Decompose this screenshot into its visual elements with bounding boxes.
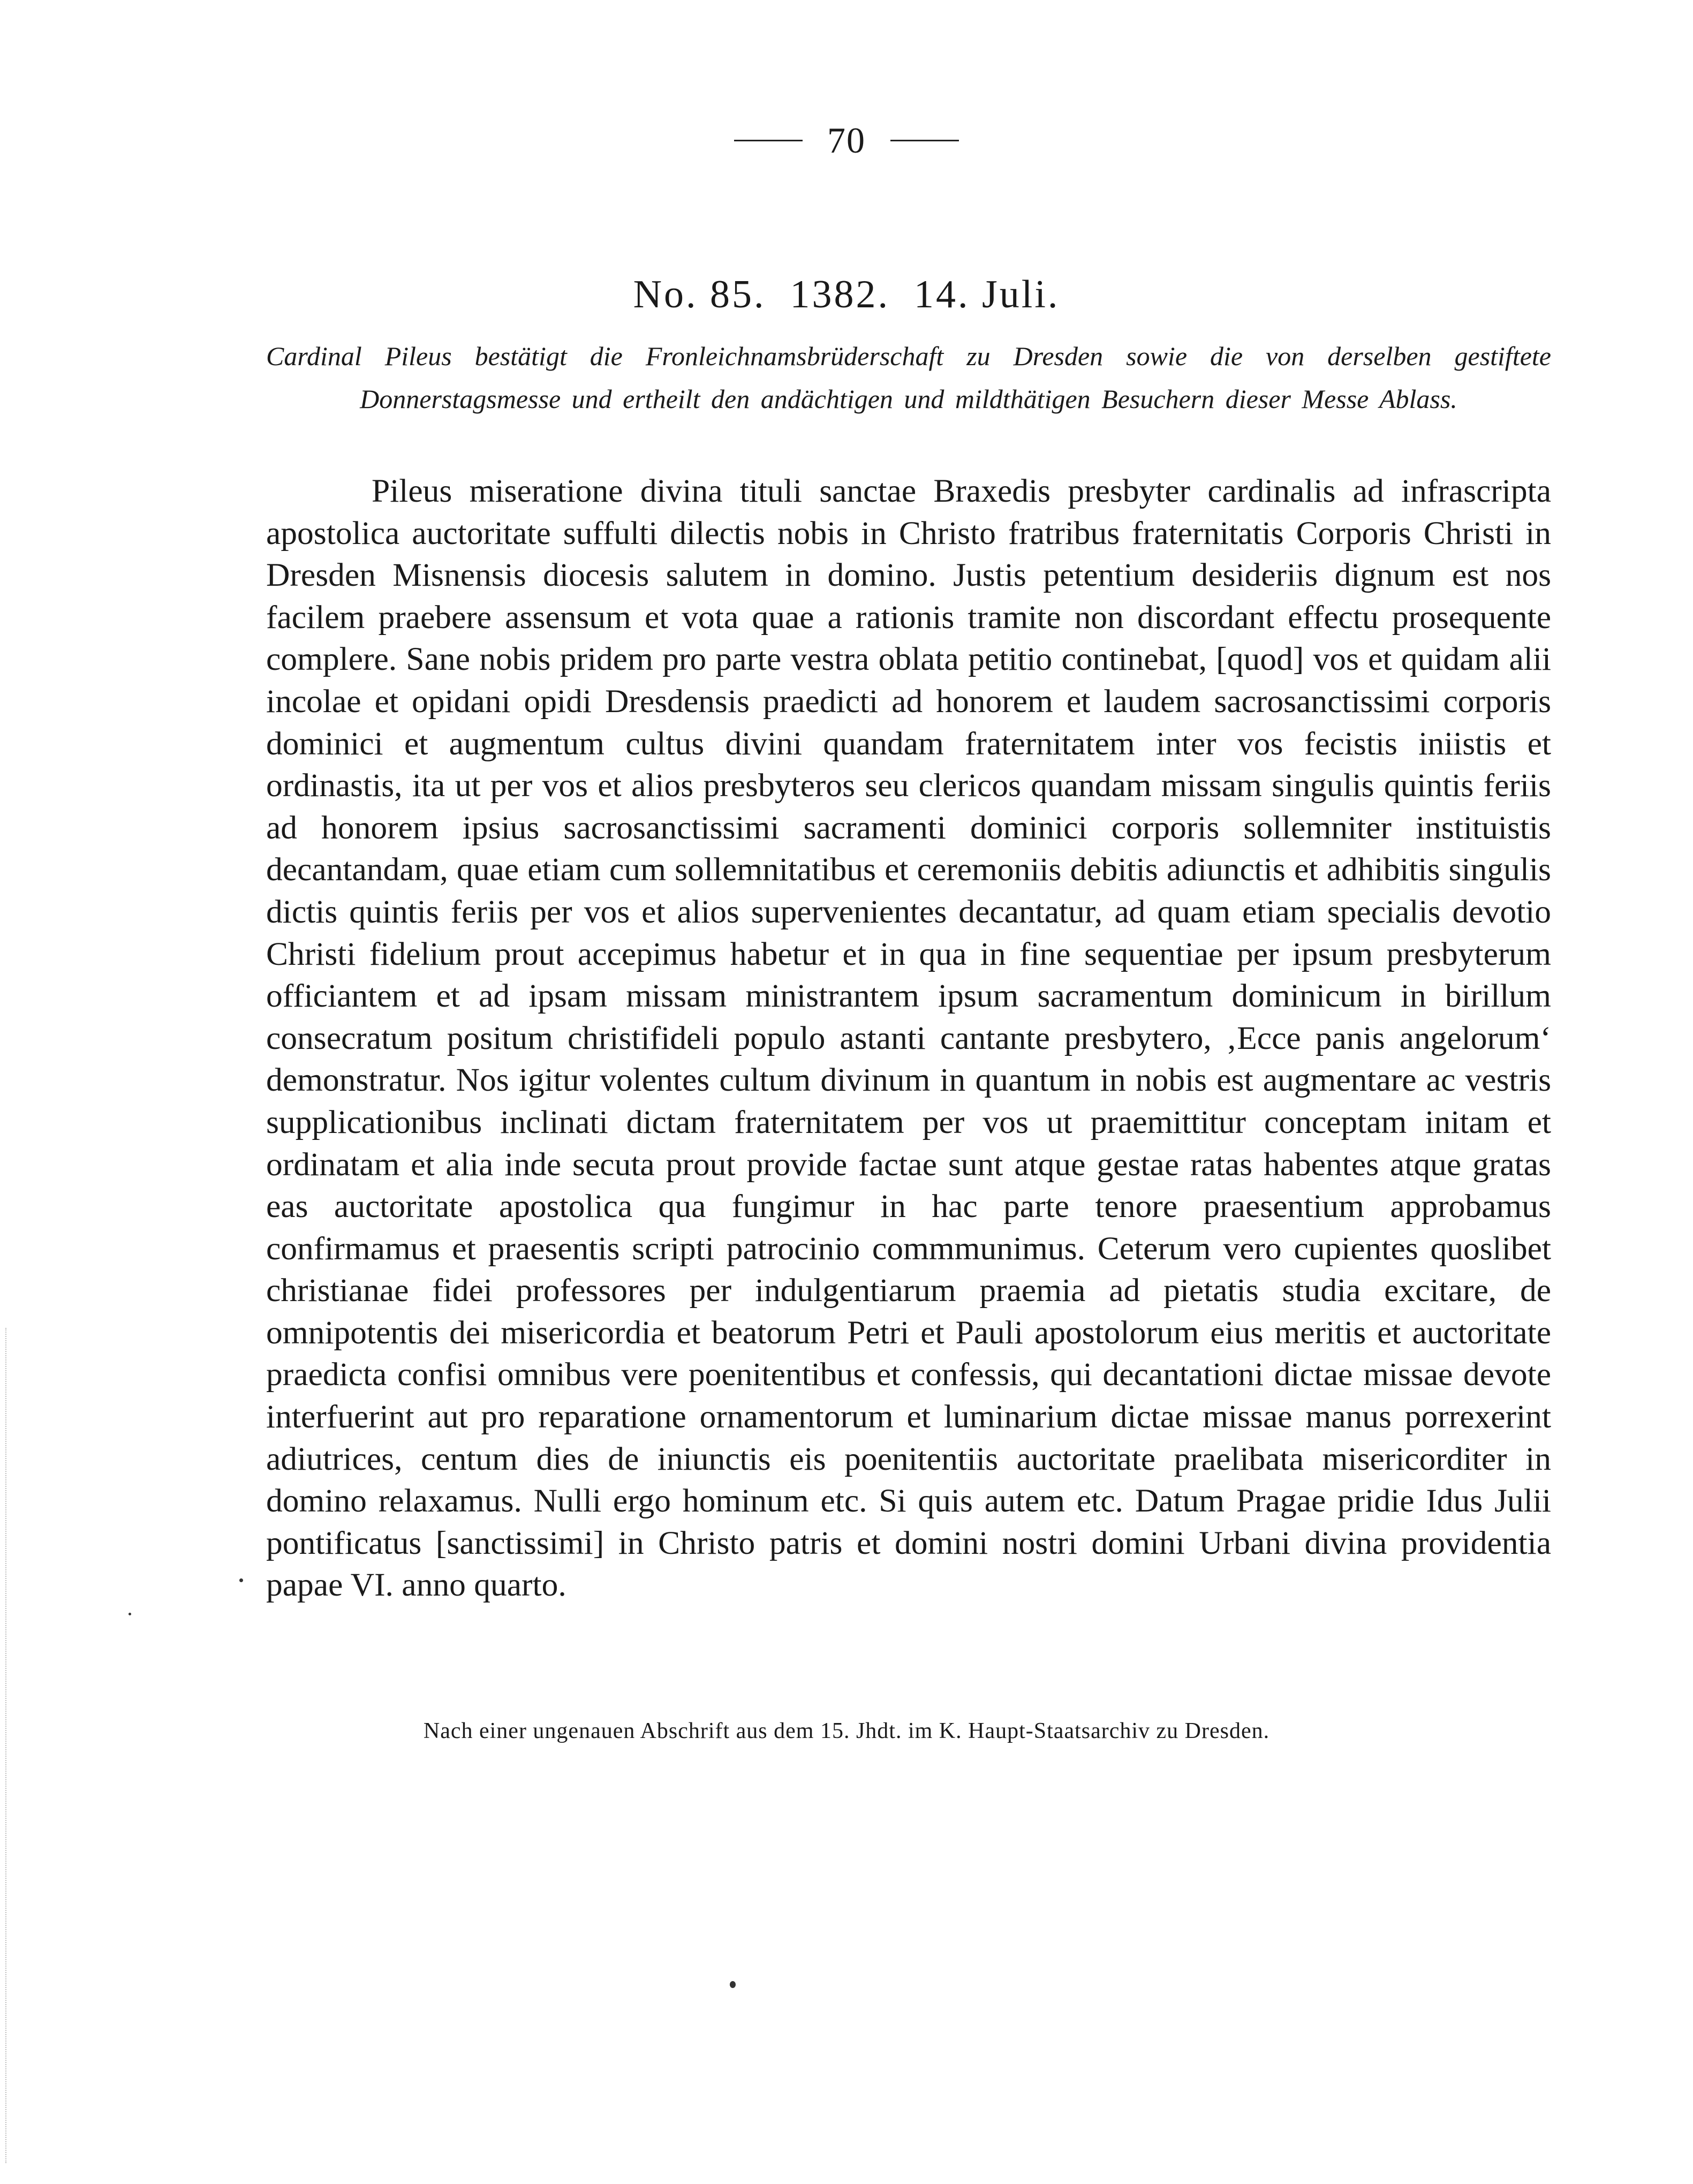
source-note: Nach einer ungenauen Abschrift aus dem 15. Jhdt. im K. Haupt-Staatsarchiv zu Dresden. <box>423 1719 1270 1743</box>
ink-speck <box>730 1981 736 1988</box>
page-header <box>0 119 1693 162</box>
header-rule-right <box>890 140 959 141</box>
page-number: 70 <box>827 120 866 161</box>
header-rule-left <box>734 140 803 141</box>
ink-speck <box>129 1613 131 1615</box>
regest-summary: Cardinal Pileus bestätigt die Fronleichnamsbrüderschaft zu Dresden sowie die von derselben gestiftete Donnerstagsmesse und ertheilt den andächtigen und mildthätigen Besuchern dieser Messe Ablass. <box>266 341 1551 414</box>
charter-text: Pileus miseratione divina tituli sanctae Braxedis presbyter cardinalis ad infrascripta apostolica auctoritate suffulti dilectis nobis in Christo fratribus fraternitatis Corporis Christi in Dresden Misnensis diocesis salutem in domino. Justis petentium desideriis dignum est nos facilem praebere assensum et vota quae a rationis tramite non discordant effectu prosequente complere. Sane nobis pridem pro parte vestra oblata petitio continebat, [quod] vos et quidam alii incolae et opidani opidi Dresdensis praedicti ad honorem et laudem sacrosanctissimi corporis dominici et augmentum cultus divini quandam fraternitatem inter vos fecistis iniistis et ordinastis, ita ut per vos et alios presbyteros seu clericos quandam missam singulis quintis feriis ad honorem ipsius sacrosanctissimi sacramenti dominici corporis sollemniter instituistis decantandam, quae etiam cum sollemnitatibus et ceremoniis debitis adiunctis et adhibitis singulis dictis quintis feriis per vos et alios supervenientes decantatur, ad quam etiam specialis devotio Christi fidelium prout accepimus habetur et in qua in fine sequentiae per ipsum presbyterum officiantem et ad ipsam missam ministrantem ipsum sacramentum dominicum in birillum consecratum positum christifideli populo astanti cantante presbytero, ‚Ecce panis angelorum‘ demonstratur. Nos igitur volentes cultum divinum in quantum in nobis est augmentare ac vestris supplicationibus inclinati dictam fraternitatem per vos ut praemittitur conceptam initam et ordinatam et alia inde secuta prout provide factae sunt atque gestae ratas habentes atque gratas eas auctoritate apostolica qua fungimur in hac parte tenore praesentium approbamus confirmamus et praesentis scripti patrocinio commmunimus. Ceterum vero cupientes quoslibet christianae fidei professores per indulgentiarum praemia ad pietatis studia excitare, de omnipotentis dei misericordia et beatorum Petri et Pauli apostolorum eius meritis et auctoritate praedicta confisi omnibus vere poenitentibus et confessis, qui decantationi dictae missae devote interfuerint aut pro reparatione ornamentorum et luminarium dictae missae manus porrexerint adiutrices, centum dies de iniunctis eis poenitentiis auctoritate praelibata misericorditer in domino relaxamus. Nulli ergo hominum etc. Si quis autem etc. Datum Pragae pridie Idus Julii pontificatus [sanctissimi] in Christo patris et domini nostri domini Urbani divina providentia papae VI. anno quarto. <box>266 473 1551 1604</box>
scan-edge-mark <box>5 1328 6 2163</box>
document-heading: No. 85. 1382. 14. Juli. <box>633 273 1060 316</box>
ink-speck <box>239 1578 243 1582</box>
